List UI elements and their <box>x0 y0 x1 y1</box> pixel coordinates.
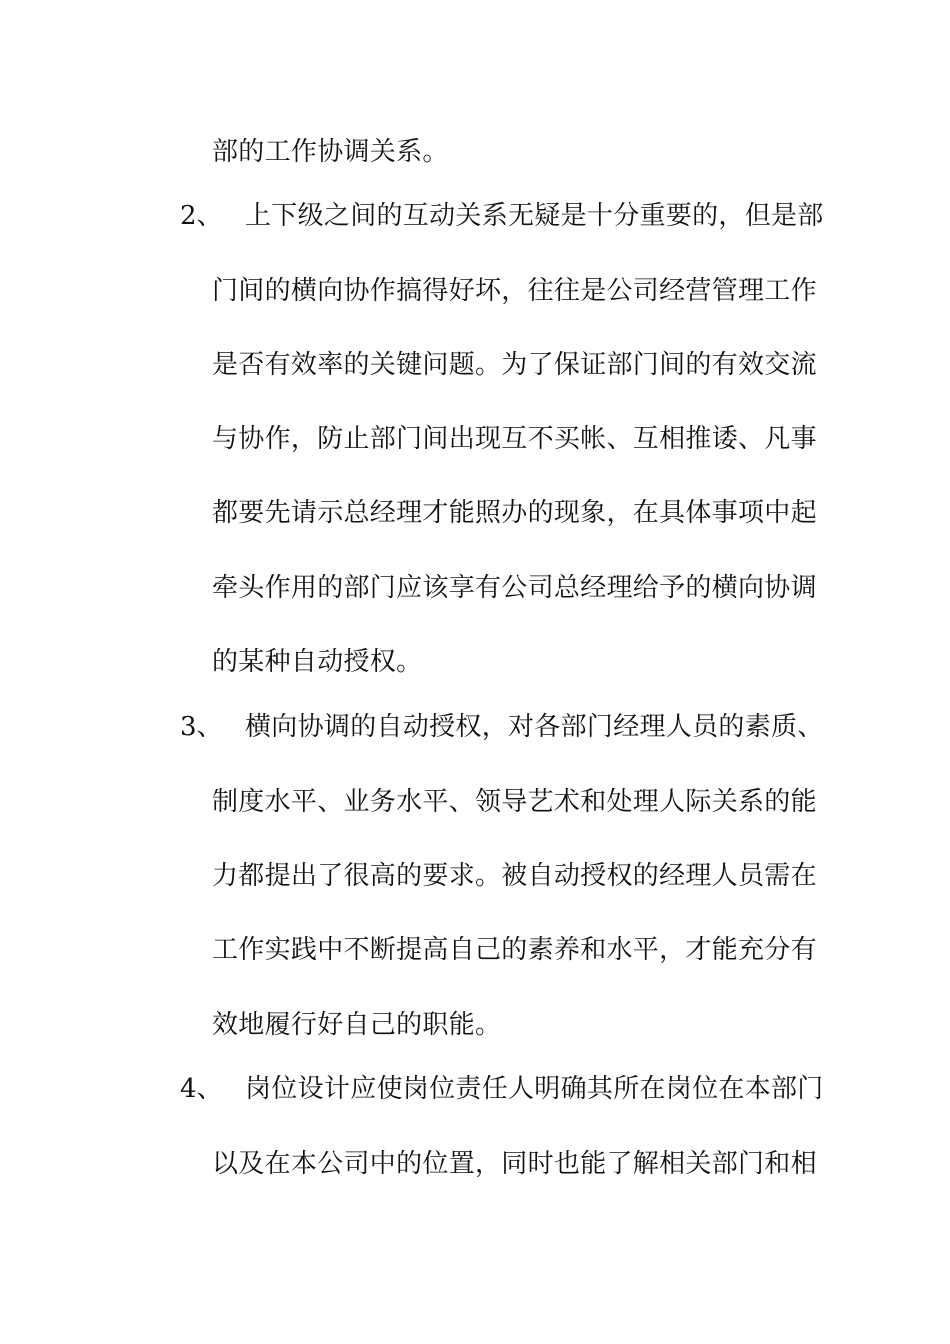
paragraph-line: 制度水平、业务水平、领导艺术和处理人际关系的能 <box>212 787 817 817</box>
paragraph-line: 力都提出了很高的要求。被自动授权的经理人员需在 <box>212 861 817 891</box>
paragraph-line: 的某种自动授权。 <box>212 647 423 677</box>
list-number: 2、 <box>180 201 223 231</box>
paragraph-line: 以及在本公司中的位置，同时也能了解相关部门和相 <box>212 1149 817 1179</box>
paragraph-line: 与协作，防止部门间出现互不买帐、互相推诿、凡事 <box>212 424 817 454</box>
paragraph-line: 岗位设计应使岗位责任人明确其所在岗位在本部门 <box>245 1074 824 1104</box>
list-number: 4、 <box>180 1074 223 1104</box>
paragraph-line: 上下级之间的互动关系无疑是十分重要的，但是部 <box>245 201 824 231</box>
list-number: 3、 <box>180 712 223 742</box>
paragraph-line: 都要先请示总经理才能照办的现象，在具体事项中起 <box>212 498 817 528</box>
paragraph-line: 牵头作用的部门应该享有公司总经理给予的横向协调 <box>212 573 817 603</box>
paragraph-line: 部的工作协调关系。 <box>212 137 449 167</box>
paragraph-line: 横向协调的自动授权，对各部门经理人员的素质、 <box>245 712 824 742</box>
paragraph-line: 工作实践中不断提高自己的素养和水平，才能充分有 <box>212 935 817 965</box>
paragraph-line: 是否有效率的关键问题。为了保证部门间的有效交流 <box>212 350 817 380</box>
paragraph-line: 效地履行好自己的职能。 <box>212 1010 502 1040</box>
paragraph-line: 门间的横向协作搞得好坏，往往是公司经营管理工作 <box>212 276 817 306</box>
